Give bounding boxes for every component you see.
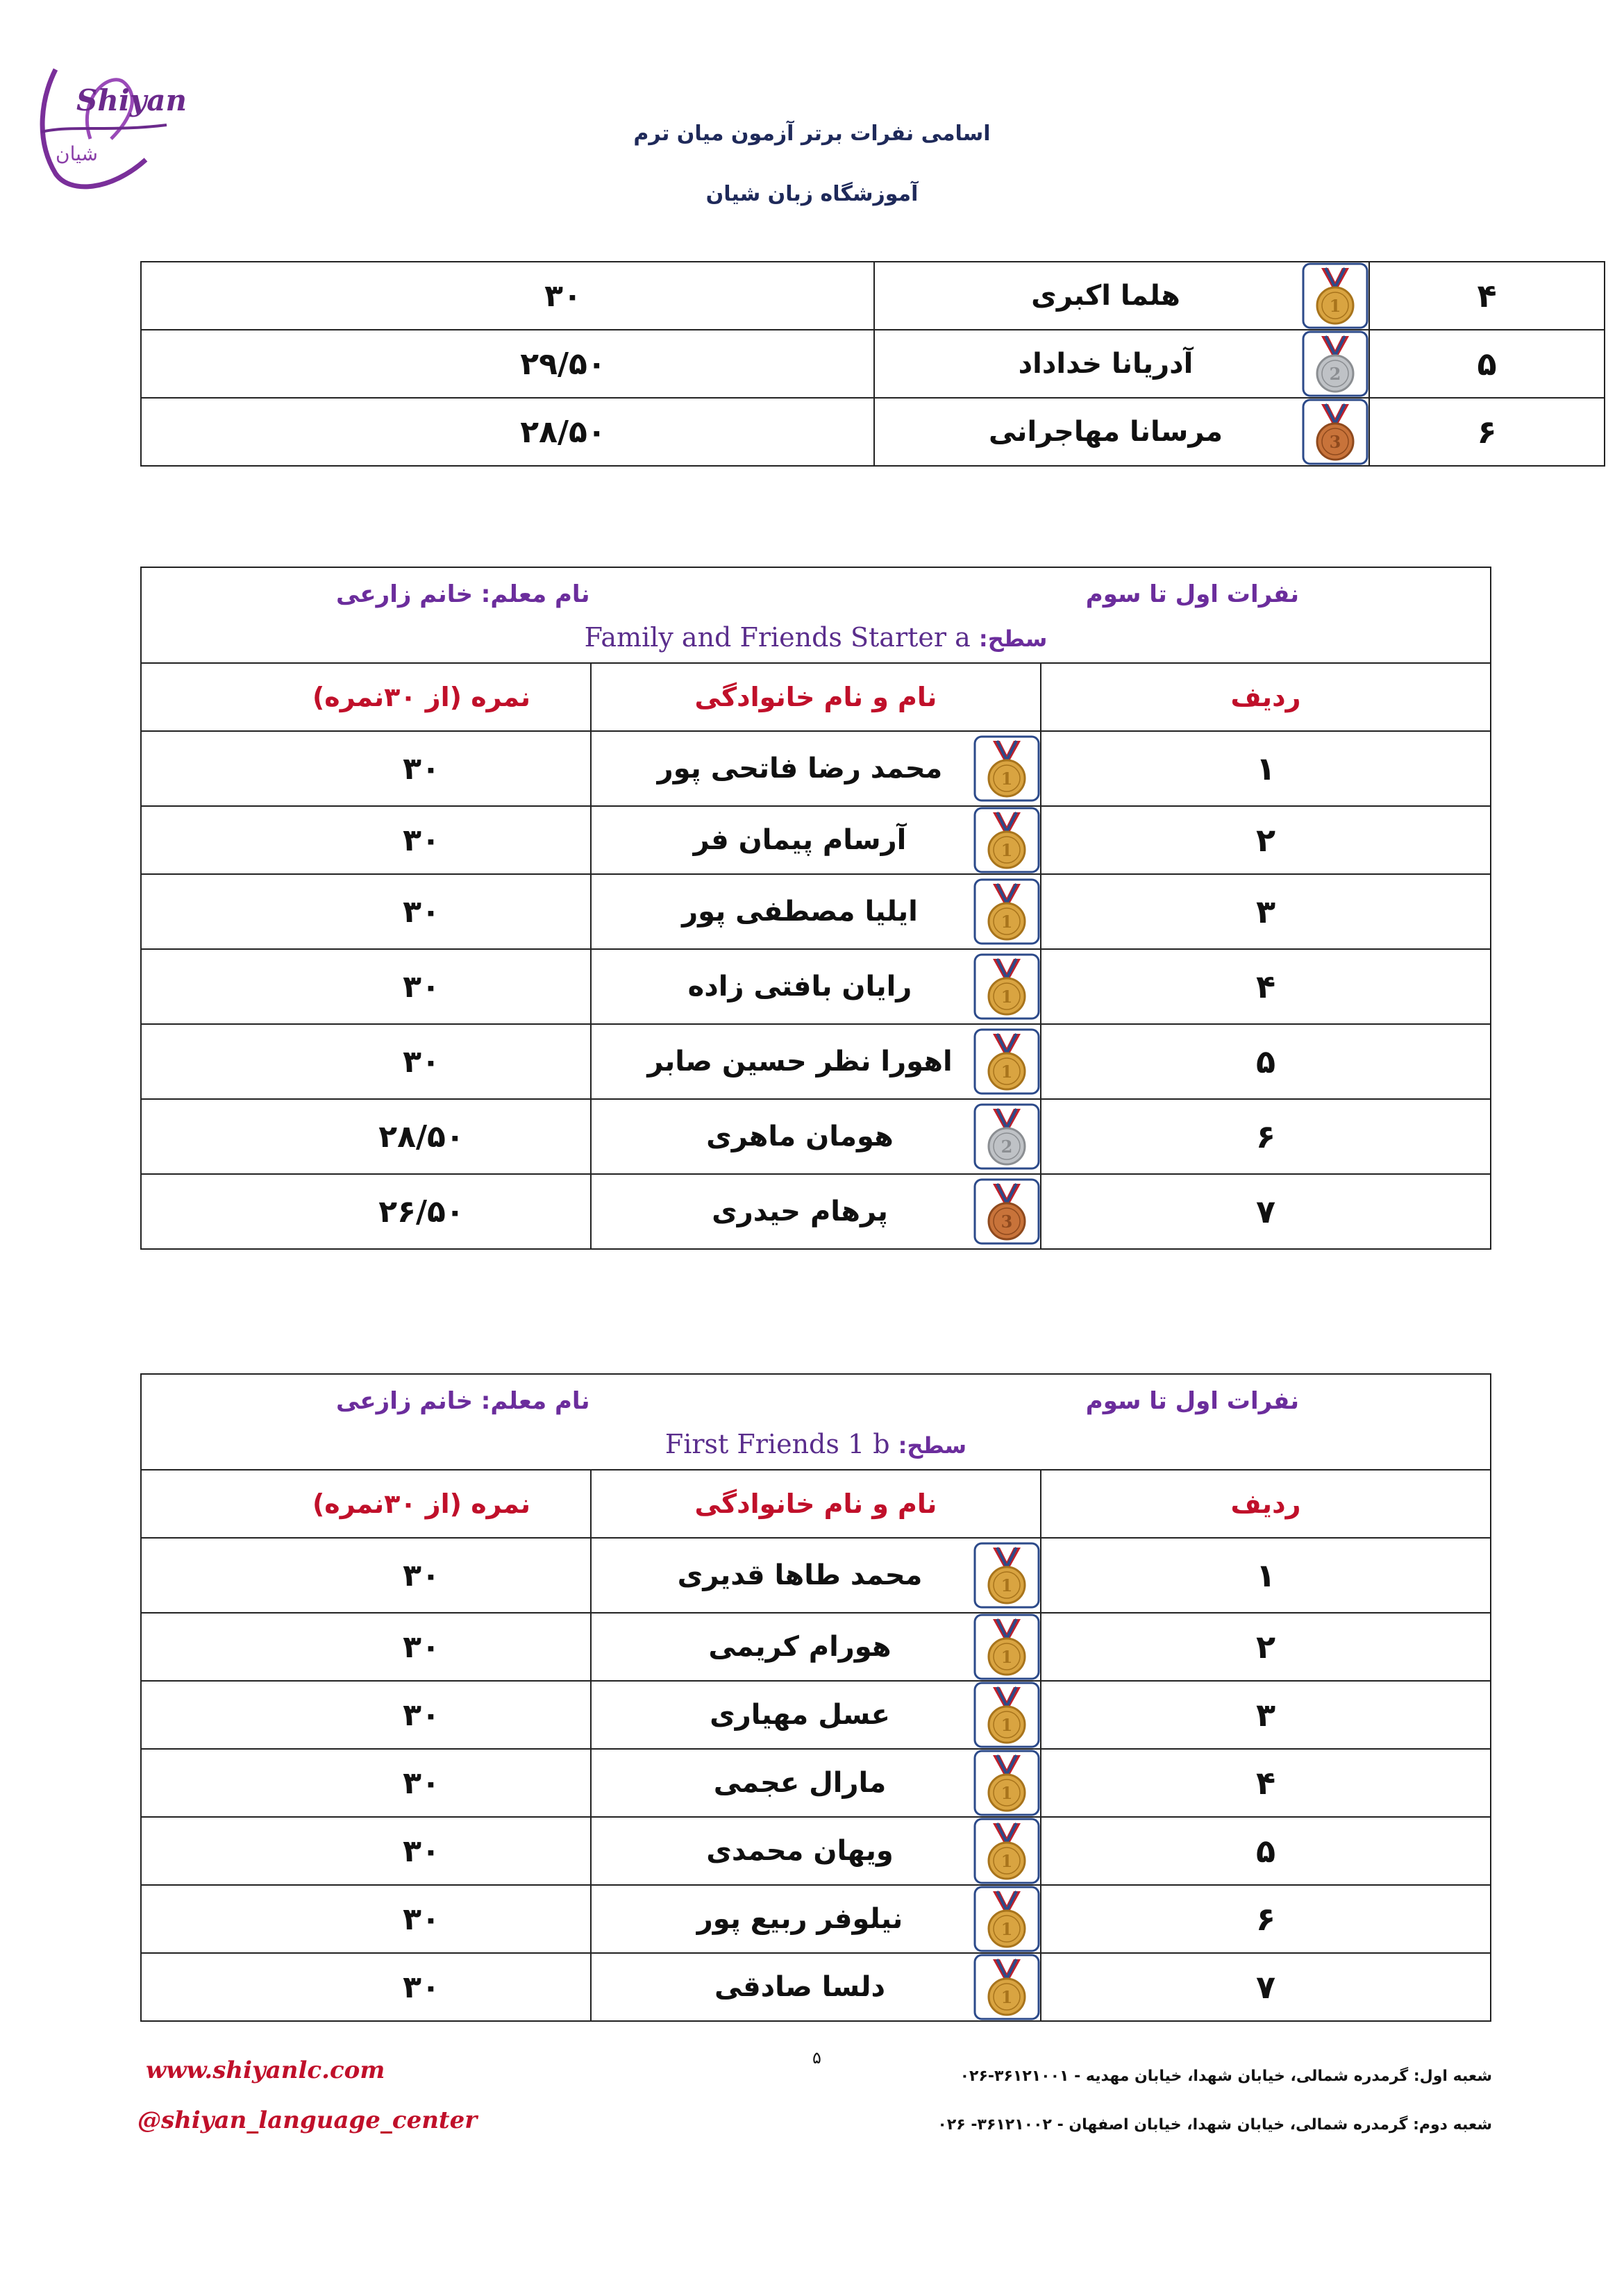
- score-cell: ۳۰: [141, 1538, 591, 1613]
- student-name: آدریانا خداداد: [1018, 348, 1194, 380]
- table-info-cell: [141, 567, 1491, 663]
- score-cell: ۳۰: [141, 1613, 591, 1681]
- svg-text:2: 2: [1329, 364, 1341, 384]
- rank-cell: ۵: [1369, 330, 1605, 398]
- svg-text:1: 1: [1001, 1783, 1013, 1803]
- table-row: [141, 874, 1491, 949]
- table-row: [141, 1885, 1491, 1953]
- medal-gold-icon: [973, 953, 1040, 1020]
- svg-text:1: 1: [1001, 1919, 1013, 1939]
- rank-cell: ۵: [1041, 1024, 1491, 1099]
- name-cell: [591, 1024, 1041, 1099]
- student-name: مرسانا مهاجرانی: [988, 416, 1223, 448]
- teacher-label: نام معلم: خانم زارعی: [336, 580, 590, 608]
- name-cell: [591, 731, 1041, 806]
- student-name: دلسا صادقی: [714, 1971, 886, 2003]
- page-number: ۵: [812, 2048, 821, 2068]
- student-name: هلما اکبری: [1031, 280, 1180, 312]
- score-cell: ۳۰: [141, 1885, 591, 1953]
- student-name: رایان بافتی زاده: [687, 971, 912, 1003]
- table-row: [141, 1749, 1491, 1817]
- medal-silver-icon: [1302, 330, 1368, 397]
- rank-cell: ۳: [1041, 1681, 1491, 1749]
- results-table-2: [140, 567, 1491, 1250]
- table-row: [141, 949, 1491, 1024]
- rank-cell: ۷: [1041, 1174, 1491, 1249]
- score-cell: ۳۰: [141, 949, 591, 1024]
- medal-bronze-icon: [1302, 399, 1368, 465]
- svg-text:1: 1: [1001, 1062, 1013, 1082]
- medal-gold-icon: [973, 1886, 1040, 1952]
- student-name: ویهان محمدی: [706, 1835, 894, 1867]
- rank-cell: ۴: [1041, 1749, 1491, 1817]
- student-name: پرهام حیدری: [712, 1196, 888, 1227]
- student-name: محمد رضا فاتحی پور: [657, 753, 943, 785]
- svg-text:3: 3: [1001, 1212, 1013, 1232]
- level-key: سطح:: [978, 626, 1048, 652]
- level-line: [142, 622, 1490, 653]
- level-line: [142, 1429, 1490, 1459]
- logo-text-fa: شیان: [56, 142, 99, 165]
- medal-gold-icon: [973, 1682, 1040, 1748]
- table-row: [141, 731, 1491, 806]
- svg-text:1: 1: [1329, 296, 1341, 316]
- student-name: هورام کریمی: [708, 1631, 891, 1663]
- table-row: [141, 1174, 1491, 1249]
- header-name: نام و نام خانوادگی: [591, 663, 1041, 731]
- svg-text:1: 1: [1001, 1575, 1013, 1595]
- medal-gold-icon: [1302, 262, 1368, 329]
- medal-gold-icon: [973, 1028, 1040, 1095]
- table-row: [141, 1024, 1491, 1099]
- header-score: نمره (از ۳۰نمره): [141, 663, 591, 731]
- medal-gold-icon: [973, 1954, 1040, 2020]
- medal-gold-icon: [973, 807, 1040, 873]
- branch-1-address: شعبه اول: گرمدره شمالی، خیابان شهدا، خیابان مهدیه - ۳۶۱۲۱۰۰۱-۰۲۶: [960, 2068, 1492, 2085]
- table-row: [141, 330, 1605, 398]
- instagram-handle[interactable]: @shiyan_language_center: [137, 2106, 478, 2134]
- results-table-1: [140, 261, 1605, 467]
- logo-text: Shiyan: [76, 83, 187, 117]
- header-rank: ردیف: [1041, 1470, 1491, 1538]
- name-cell: [591, 1099, 1041, 1174]
- level-value: First Friends 1 b: [664, 1429, 890, 1459]
- score-cell: ۲۶/۵۰: [141, 1174, 591, 1249]
- name-cell: [591, 1174, 1041, 1249]
- name-cell: [591, 1817, 1041, 1885]
- table-row: [141, 1099, 1491, 1174]
- branch-2-address: شعبه دوم: گرمدره شمالی، خیابان شهدا، خیابان اصفهان - ۳۶۱۲۱۰۰۲- ۰۲۶: [937, 2116, 1492, 2134]
- page-subtitle: آموزشگاه زبان شیان: [705, 182, 919, 206]
- name-cell: [591, 1749, 1041, 1817]
- table-row: [141, 1681, 1491, 1749]
- page-title: اسامی نفرات برتر آزمون میان ترم: [633, 121, 991, 146]
- rank-cell: ۶: [1041, 1099, 1491, 1174]
- medal-gold-icon: [973, 735, 1040, 802]
- svg-text:1: 1: [1001, 769, 1013, 789]
- score-cell: ۲۸/۵۰: [141, 1099, 591, 1174]
- medal-bronze-icon: [973, 1178, 1040, 1245]
- table-row: [141, 1817, 1491, 1885]
- rank-cell: ۶: [1041, 1885, 1491, 1953]
- score-cell: ۳۰: [141, 1817, 591, 1885]
- name-cell: [591, 806, 1041, 874]
- table-row: [141, 398, 1605, 466]
- score-cell: ۲۹/۵۰: [141, 330, 874, 398]
- score-cell: ۳۰: [141, 262, 874, 330]
- svg-text:1: 1: [1001, 1851, 1013, 1871]
- rank-cell: ۱: [1041, 731, 1491, 806]
- svg-text:1: 1: [1001, 1715, 1013, 1735]
- table-row: [141, 1953, 1491, 2021]
- student-name: اهورا نظر حسین صابر: [647, 1046, 953, 1078]
- name-cell: [591, 949, 1041, 1024]
- header-score: نمره (از ۳۰نمره): [141, 1470, 591, 1538]
- table-row: [141, 1613, 1491, 1681]
- score-cell: ۳۰: [141, 731, 591, 806]
- svg-text:1: 1: [1001, 1987, 1013, 2007]
- score-cell: ۳۰: [141, 1024, 591, 1099]
- rank-cell: ۴: [1041, 949, 1491, 1024]
- header-rank: ردیف: [1041, 663, 1491, 731]
- name-cell: [874, 330, 1369, 398]
- level-value: Family and Friends Starter a: [584, 622, 971, 653]
- score-cell: ۳۰: [141, 1681, 591, 1749]
- rank-cell: ۴: [1369, 262, 1605, 330]
- student-name: محمد طاها قدیری: [677, 1559, 923, 1591]
- student-name: مارال عجمی: [713, 1767, 887, 1799]
- score-cell: ۲۸/۵۰: [141, 398, 874, 466]
- svg-text:1: 1: [1001, 1647, 1013, 1667]
- name-cell: [591, 1885, 1041, 1953]
- table-row: [141, 262, 1605, 330]
- medal-gold-icon: [973, 1614, 1040, 1680]
- medal-gold-icon: [973, 1750, 1040, 1816]
- score-cell: ۳۰: [141, 874, 591, 949]
- header-name: نام و نام خانوادگی: [591, 1470, 1041, 1538]
- table-info-cell: [141, 1374, 1491, 1470]
- rank-cell: ۳: [1041, 874, 1491, 949]
- rank-cell: ۲: [1041, 806, 1491, 874]
- teacher-label: نام معلم: خانم زازعی: [336, 1387, 590, 1415]
- rank-cell: ۱: [1041, 1538, 1491, 1613]
- student-name: عسل مهیاری: [710, 1699, 890, 1731]
- name-cell: [591, 874, 1041, 949]
- medal-gold-icon: [973, 1542, 1040, 1609]
- name-cell: [874, 398, 1369, 466]
- svg-text:1: 1: [1001, 987, 1013, 1007]
- student-name: ایلیا مصطفی پور: [682, 896, 918, 928]
- medal-gold-icon: [973, 1818, 1040, 1884]
- medal-silver-icon: [973, 1103, 1040, 1170]
- student-name: هومان ماهری: [706, 1121, 894, 1153]
- rank-cell: ۲: [1041, 1613, 1491, 1681]
- score-cell: ۳۰: [141, 806, 591, 874]
- rank-cell: ۵: [1041, 1817, 1491, 1885]
- table-row: [141, 1538, 1491, 1613]
- website-link[interactable]: www.shiyanlc.com: [146, 2056, 385, 2084]
- table-row: [141, 806, 1491, 874]
- places-label: نفرات اول تا سوم: [1085, 1387, 1299, 1415]
- name-cell: [591, 1538, 1041, 1613]
- places-label: نفرات اول تا سوم: [1085, 580, 1299, 608]
- score-cell: ۳۰: [141, 1953, 591, 2021]
- medal-gold-icon: [973, 878, 1040, 945]
- svg-text:2: 2: [1001, 1137, 1013, 1157]
- student-name: آرسام پیمان فر: [693, 824, 907, 856]
- name-cell: [591, 1613, 1041, 1681]
- level-key: سطح:: [898, 1432, 967, 1459]
- svg-text:3: 3: [1329, 432, 1341, 452]
- student-name: نیلوفر ربیع پور: [696, 1903, 903, 1935]
- rank-cell: ۷: [1041, 1953, 1491, 2021]
- svg-text:1: 1: [1001, 840, 1013, 860]
- name-cell: [874, 262, 1369, 330]
- rank-cell: ۶: [1369, 398, 1605, 466]
- score-cell: ۳۰: [141, 1749, 591, 1817]
- name-cell: [591, 1953, 1041, 2021]
- svg-text:1: 1: [1001, 912, 1013, 932]
- name-cell: [591, 1681, 1041, 1749]
- results-table-3: [140, 1373, 1491, 2022]
